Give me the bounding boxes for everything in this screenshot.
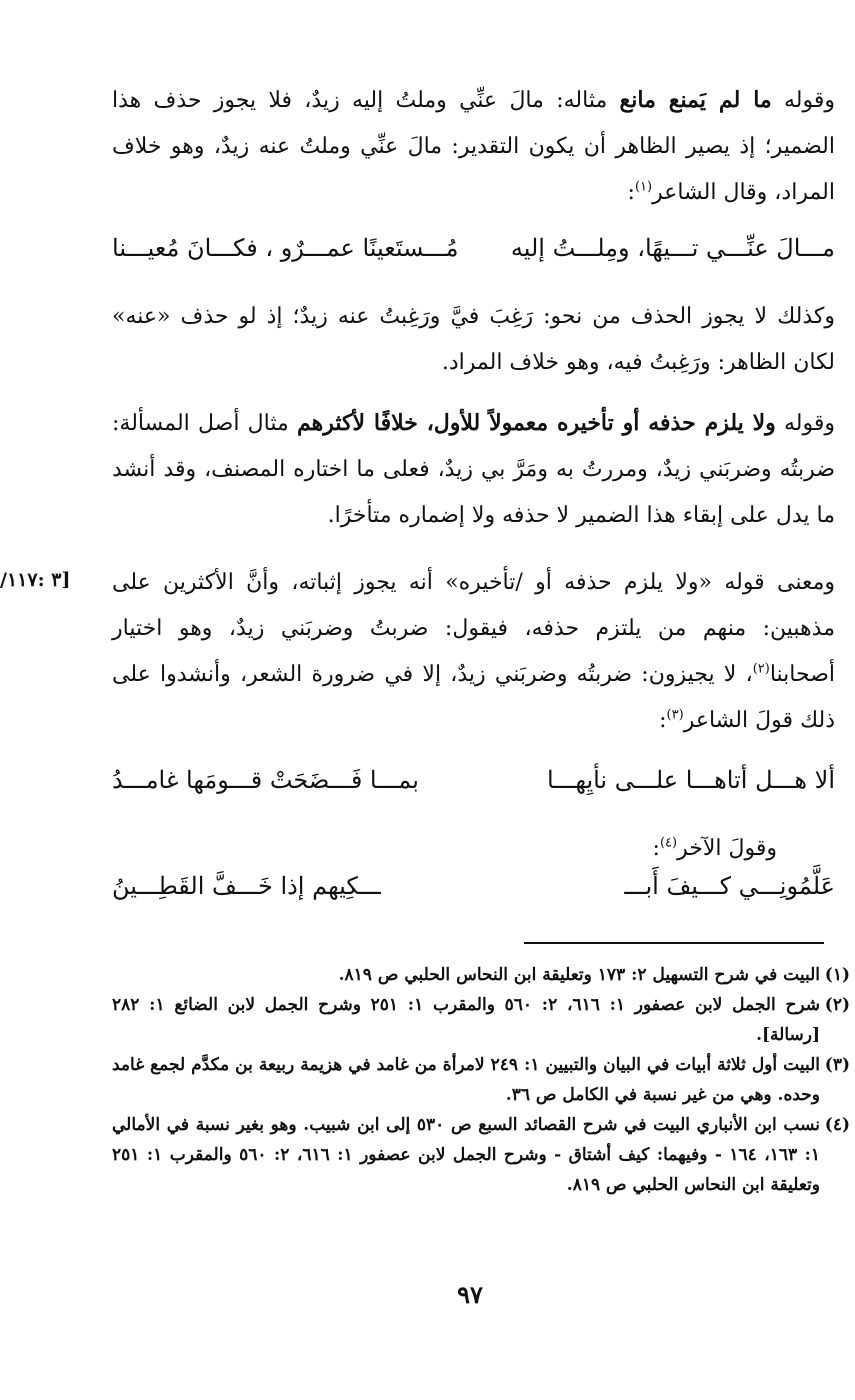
paragraph-end: : [627,180,635,205]
paragraph-1 [112,77,835,216]
verse-second-hemistich: بمـــا فَـــضَحَتْ قـــومَها غامـــدُ [112,766,419,794]
footnote-ref: (١) [634,179,653,195]
footnote-number: (٤) [824,1115,850,1135]
footnote-4 [112,1110,850,1200]
paragraph-text: مثال أصل المسألة: ضربتُه وضربَني زيدٌ، ومررتُ به ومَرَّ بي زيدٌ، فعلى ما اختاره المصنف، وقد أنشد ما يدل على إبقاء هذا الضمير لا حذفه ولا إضماره متأخرًا. [112,411,835,528]
verse-3 [112,866,835,906]
paragraph-4 [112,560,835,744]
quoted-phrase: ما لم يَمنع مانع [619,87,772,113]
verse-2 [112,760,835,800]
paragraph-text: وقولَ الآخر [677,836,777,861]
footnote-3 [112,1050,850,1110]
footnote-separator [524,942,824,944]
footnote-number: (١) [824,965,850,985]
paragraph-end: : [659,708,667,733]
paragraph-text: ومعنى قوله «ولا يلزم حذفه أو /تأخيره» أنه يجوز إثباته، وأنَّ الأكثرين على مذهبين: منهم من يلتزم حذفه، فيقول: ضربتُ وضربَني زيدٌ، وهو اختيار أصحابنا [112,570,835,687]
margin-reference: [٣ :١١٧/ [0,569,71,591]
paragraph-3 [112,400,835,539]
footnote-ref: (٤) [659,835,678,851]
verse-first-hemistich: ألا هـــل أتاهـــا علـــى نأيِهـــا [546,766,835,794]
paragraph-lead: وقوله [771,88,836,113]
verse-first-hemistich: مـــالَ عنِّـــي تـــيهًا، ومِلـــتُ إليه [510,234,835,262]
paragraph-text: ، لا يجيزون: ضربتُه وضربَني زيدٌ، إلا في ضرورة الشعر، وأنشدوا على ذلك قولَ الشاعر [112,662,835,733]
footnote-ref: (٣) [666,707,684,723]
footnote-text: البيت في شرح التسهيل ٢: ١٧٣ وتعليقة ابن النحاس الحلبي ص ٨١٩. [338,965,820,985]
quoted-phrase: ولا يلزم حذفه أو تأخيره معمولاً للأول، خلافًا لأكثرهم [296,410,776,436]
page-number: ٩٧ [457,1280,483,1309]
footnote-text: البيت أول ثلاثة أبيات في البيان والتبيين ١: ٢٤٩ لامرأة من غامد في هزيمة ربيعة بن مكدَّم لجمع غامد وحده. وهي من غير نسبة في الكامل ص ٣٦. [112,1055,820,1105]
verse-second-hemistich: ـــكِيهم إذا خَـــفَّ القَطِـــينُ [112,872,381,900]
paragraph-end: : [652,836,660,861]
footnote-text: شرح الجمل لابن عصفور ١: ٦١٦، ٢: ٥٦٠ والمقرب ١: ٢٥١ وشرح الجمل لابن الضائع ١: ٢٨٢ [رسالة]. [112,995,821,1045]
verse-second-hemistich: مُـــستَعينًا عمـــرٌو ، فكـــانَ مُعيـــنا [112,234,459,262]
footnote-1 [112,960,850,990]
footnote-2 [112,990,850,1050]
footnote-text: نسب ابن الأنباري البيت في شرح القصائد السبع ص ٥٣٠ إلى ابن شبيب. وهو بغير نسبة في الأمالي ١: ١٦٣، ١٦٤ - وفيهما: كيف أشتاق - وشرح الجمل لابن عصفور ١: ٦١٦، ٢: ٥٦٠ والمقرب ١: ٢٥١ وتعليقة ابن النحاس الحلبي ص ٨١٩. [112,1115,821,1195]
footnote-number: (٢) [824,995,850,1015]
paragraph-lead: وقوله [775,411,835,436]
footnote-ref: (٢) [752,661,770,677]
footnotes [112,960,850,1200]
footnote-number: (٣) [824,1055,850,1075]
verse-1 [112,228,835,268]
paragraph-text: وكذلك لا يجوز الحذف من نحو: رَغِبَ فيَّ ورَغِبتُ عنه زيدٌ؛ إذ لو حذف «عنه» لكان الظاهر: ورَغِبتُ فيه، وهو خلاف المراد. [112,304,835,375]
verse-first-hemistich: عَلَّمُونِـــي كـــيفَ أَبـــ [624,872,835,900]
paragraph-2 [112,294,835,386]
paragraph-text: مثاله: مالَ عنِّي وملتُ إليه زيدٌ، فلا يجوز حذف هذا الضمير؛ إذ يصير الظاهر أن يكون التقدير: مالَ عنِّي وملتُ عنه زيدٌ، وهو خلاف المراد، وقال الشاعر [112,88,835,205]
